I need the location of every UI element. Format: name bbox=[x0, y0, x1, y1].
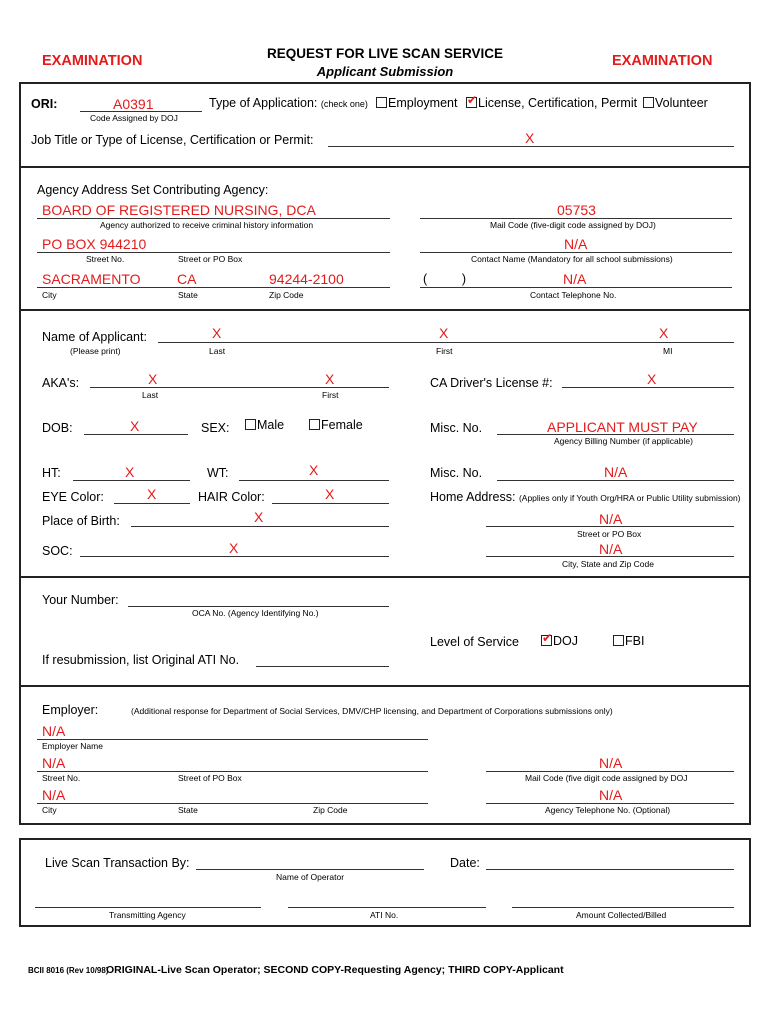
doj-checkbox[interactable] bbox=[541, 635, 552, 646]
hair-color-label: HAIR Color: bbox=[198, 490, 265, 504]
amount-underline bbox=[512, 907, 734, 908]
soc-value[interactable]: X bbox=[229, 540, 239, 556]
your-number-label: Your Number: bbox=[42, 593, 119, 607]
operator-caption: Name of Operator bbox=[276, 872, 345, 882]
job-title-value[interactable]: X bbox=[525, 130, 535, 146]
weight-label: WT: bbox=[207, 466, 229, 480]
height-label: HT: bbox=[42, 466, 61, 480]
eye-color-value[interactable]: X bbox=[147, 486, 157, 502]
level-of-service-label: Level of Service bbox=[430, 635, 519, 649]
date-label: Date: bbox=[450, 856, 480, 870]
soc-underline bbox=[80, 556, 389, 557]
street-caption: Street or PO Box bbox=[178, 254, 243, 264]
weight-underline bbox=[239, 480, 389, 481]
applicant-name-label: Name of Applicant: bbox=[42, 330, 147, 344]
ori-underline bbox=[80, 111, 202, 112]
form-subtitle: Applicant Submission bbox=[316, 64, 454, 79]
employer-zip-caption: Zip Code bbox=[313, 805, 348, 815]
employer-name-caption: Employer Name bbox=[42, 741, 103, 751]
home-city-value[interactable]: N/A bbox=[599, 541, 623, 557]
home-city-underline bbox=[486, 556, 734, 557]
applicant-first[interactable]: X bbox=[439, 325, 449, 341]
employer-mail-underline bbox=[486, 771, 734, 772]
employer-street-no-caption: Street No. bbox=[42, 773, 81, 783]
employer-phone-underline bbox=[486, 803, 734, 804]
contact-caption: Contact Name (Mandatory for all school submissions) bbox=[471, 254, 673, 264]
operator-underline bbox=[196, 869, 424, 870]
sex-label: SEX: bbox=[201, 421, 230, 435]
eye-underline bbox=[114, 503, 190, 504]
agency-contact[interactable]: N/A bbox=[564, 236, 588, 252]
employer-street-underline bbox=[37, 771, 428, 772]
employer-city-caption: City bbox=[42, 805, 57, 815]
date-underline bbox=[486, 869, 734, 870]
home-street-underline bbox=[486, 526, 734, 527]
misc1-underline bbox=[497, 434, 734, 435]
home-address-label: Home Address: (Applies only if Youth Org/HRA or Public Utility submission) bbox=[430, 490, 741, 504]
employer-phone[interactable]: N/A bbox=[599, 787, 623, 803]
employer-state-caption: State bbox=[178, 805, 198, 815]
home-city-caption: City, State and Zip Code bbox=[562, 559, 654, 569]
your-number-underline bbox=[128, 606, 389, 607]
examination-label-right: EXAMINATION bbox=[612, 53, 713, 69]
volunteer-checkbox[interactable] bbox=[643, 97, 654, 108]
place-of-birth-label: Place of Birth: bbox=[42, 514, 120, 528]
examination-label-left: EXAMINATION bbox=[42, 53, 143, 69]
hair-underline bbox=[272, 503, 389, 504]
aka-label: AKA's: bbox=[42, 376, 80, 390]
employer-mail-caption: Mail Code (five digit code assigned by DOJ bbox=[525, 773, 688, 783]
resubmission-underline bbox=[256, 666, 389, 667]
sex-female[interactable]: Female bbox=[309, 418, 363, 432]
last-caption: Last bbox=[209, 346, 226, 356]
ori-caption: Code Assigned by DOJ bbox=[90, 113, 178, 123]
job-title-label: Job Title or Type of License, Certification or Permit: bbox=[31, 133, 314, 147]
home-street-caption: Street or PO Box bbox=[577, 529, 642, 539]
ati-caption: ATI No. bbox=[370, 910, 399, 920]
employer-mail-code[interactable]: N/A bbox=[599, 755, 623, 771]
weight-value[interactable]: X bbox=[309, 462, 319, 478]
application-type-license[interactable]: ✔ License, Certification, Permit bbox=[466, 96, 637, 110]
phone-underline bbox=[420, 287, 732, 288]
street-no-caption: Street No. bbox=[86, 254, 125, 264]
aka-last-caption: Last bbox=[142, 390, 159, 400]
mail-code-caption: Mail Code (five-digit code assigned by DOJ) bbox=[490, 220, 656, 230]
state-caption: State bbox=[178, 290, 198, 300]
soc-label: SOC: bbox=[42, 544, 73, 558]
employer-city-underline bbox=[37, 803, 428, 804]
aka-first[interactable]: X bbox=[325, 371, 335, 387]
employer-phone-caption: Agency Telephone No. (Optional) bbox=[545, 805, 671, 815]
applicant-name-underline bbox=[158, 342, 734, 343]
misc-no-label-2: Misc. No. bbox=[430, 466, 483, 480]
city-caption: City bbox=[42, 290, 57, 300]
agency-city[interactable]: SACRAMENTO bbox=[42, 271, 141, 287]
misc-no-label-1: Misc. No. bbox=[430, 421, 483, 435]
aka-first-caption: First bbox=[322, 390, 339, 400]
misc2-underline bbox=[497, 480, 734, 481]
section-ori bbox=[19, 82, 751, 168]
mail-code-underline bbox=[420, 218, 732, 219]
agency-phone[interactable]: N/A bbox=[563, 271, 587, 287]
drivers-license-label: CA Driver's License #: bbox=[430, 376, 553, 390]
employer-note: (Additional response for Department of Social Services, DMV/CHP licensing, and Department of Corporations submissions only) bbox=[131, 706, 613, 716]
form-number: BCII 8016 (Rev 10/98) bbox=[28, 966, 109, 975]
job-title-underline bbox=[328, 146, 734, 147]
applicant-last[interactable]: X bbox=[212, 325, 222, 341]
please-print-caption: (Please print) bbox=[70, 346, 121, 356]
agency-name-underline bbox=[37, 218, 390, 219]
employer-name[interactable]: N/A bbox=[42, 723, 66, 739]
sex-male[interactable]: Male bbox=[245, 418, 284, 432]
misc-no-value-1[interactable]: APPLICANT MUST PAY bbox=[547, 419, 698, 435]
dob-label: DOB: bbox=[42, 421, 73, 435]
resubmission-label: If resubmission, list Original ATI No. bbox=[42, 653, 240, 667]
hair-color-value[interactable]: X bbox=[325, 486, 335, 502]
agency-state[interactable]: CA bbox=[177, 271, 197, 287]
application-type-label: Type of Application: (check one) bbox=[209, 96, 368, 110]
copy-distribution: ORIGINAL-Live Scan Operator; SECOND COPY-Requesting Agency; THIRD COPY-Applicant bbox=[106, 964, 564, 976]
application-type-volunteer[interactable]: Volunteer bbox=[643, 96, 708, 110]
agency-name-caption: Agency authorized to receive criminal history information bbox=[100, 220, 314, 230]
application-type-employment[interactable]: Employment bbox=[376, 96, 457, 110]
level-fbi[interactable]: FBI bbox=[613, 634, 644, 648]
amount-caption: Amount Collected/Billed bbox=[576, 910, 667, 920]
employer-label: Employer: bbox=[42, 703, 99, 717]
drivers-license-value[interactable]: X bbox=[647, 371, 657, 387]
agency-heading: Agency Address Set Contributing Agency: bbox=[37, 183, 269, 197]
oca-caption: OCA No. (Agency Identifying No.) bbox=[192, 608, 319, 618]
transaction-by-label: Live Scan Transaction By: bbox=[45, 856, 190, 870]
employment-checkbox[interactable] bbox=[376, 97, 387, 108]
phone-caption: Contact Telephone No. bbox=[530, 290, 617, 300]
eye-color-label: EYE Color: bbox=[42, 490, 104, 504]
zip-caption: Zip Code bbox=[269, 290, 304, 300]
employer-name-underline bbox=[37, 739, 428, 740]
first-caption: First bbox=[436, 346, 453, 356]
ori-label: ORI: bbox=[31, 97, 58, 111]
dl-underline bbox=[562, 387, 734, 388]
section-your-number bbox=[19, 576, 751, 687]
employer-city[interactable]: N/A bbox=[42, 787, 66, 803]
transmitting-agency-caption: Transmitting Agency bbox=[109, 910, 186, 920]
ori-value[interactable]: A0391 bbox=[113, 96, 154, 112]
level-doj[interactable]: ✔ DOJ bbox=[541, 634, 578, 648]
dob-underline bbox=[84, 434, 188, 435]
female-checkbox[interactable] bbox=[309, 419, 320, 430]
fbi-checkbox[interactable] bbox=[613, 635, 624, 646]
license-checkbox[interactable] bbox=[466, 97, 477, 108]
applicant-mi[interactable]: X bbox=[659, 325, 669, 341]
place-of-birth-value[interactable]: X bbox=[254, 509, 264, 525]
phone-parens: ( ) bbox=[423, 272, 467, 286]
agency-name[interactable]: BOARD OF REGISTERED NURSING, DCA bbox=[42, 202, 316, 218]
agency-zip[interactable]: 94244-2100 bbox=[269, 271, 344, 287]
misc-no-value-2[interactable]: N/A bbox=[604, 464, 628, 480]
employer-street[interactable]: N/A bbox=[42, 755, 66, 771]
pob-underline bbox=[131, 526, 389, 527]
male-checkbox[interactable] bbox=[245, 419, 256, 430]
contact-underline bbox=[420, 252, 732, 253]
aka-last[interactable]: X bbox=[148, 371, 158, 387]
ati-underline bbox=[288, 907, 486, 908]
employer-street-caption: Street of PO Box bbox=[178, 773, 242, 783]
agency-street[interactable]: PO BOX 944210 bbox=[42, 236, 147, 252]
height-value[interactable]: X bbox=[125, 464, 135, 480]
dob-value[interactable]: X bbox=[130, 418, 140, 434]
agency-street-underline bbox=[37, 252, 390, 253]
agency-mail-code[interactable]: 05753 bbox=[557, 202, 596, 218]
transmitting-underline bbox=[35, 907, 261, 908]
form-title: REQUEST FOR LIVE SCAN SERVICE bbox=[266, 46, 504, 61]
aka-underline bbox=[90, 387, 389, 388]
city-state-zip-underline bbox=[37, 287, 390, 288]
billing-number-caption: Agency Billing Number (if applicable) bbox=[554, 436, 693, 446]
home-street-value[interactable]: N/A bbox=[599, 511, 623, 527]
mi-caption: MI bbox=[663, 346, 673, 356]
height-underline bbox=[73, 480, 190, 481]
